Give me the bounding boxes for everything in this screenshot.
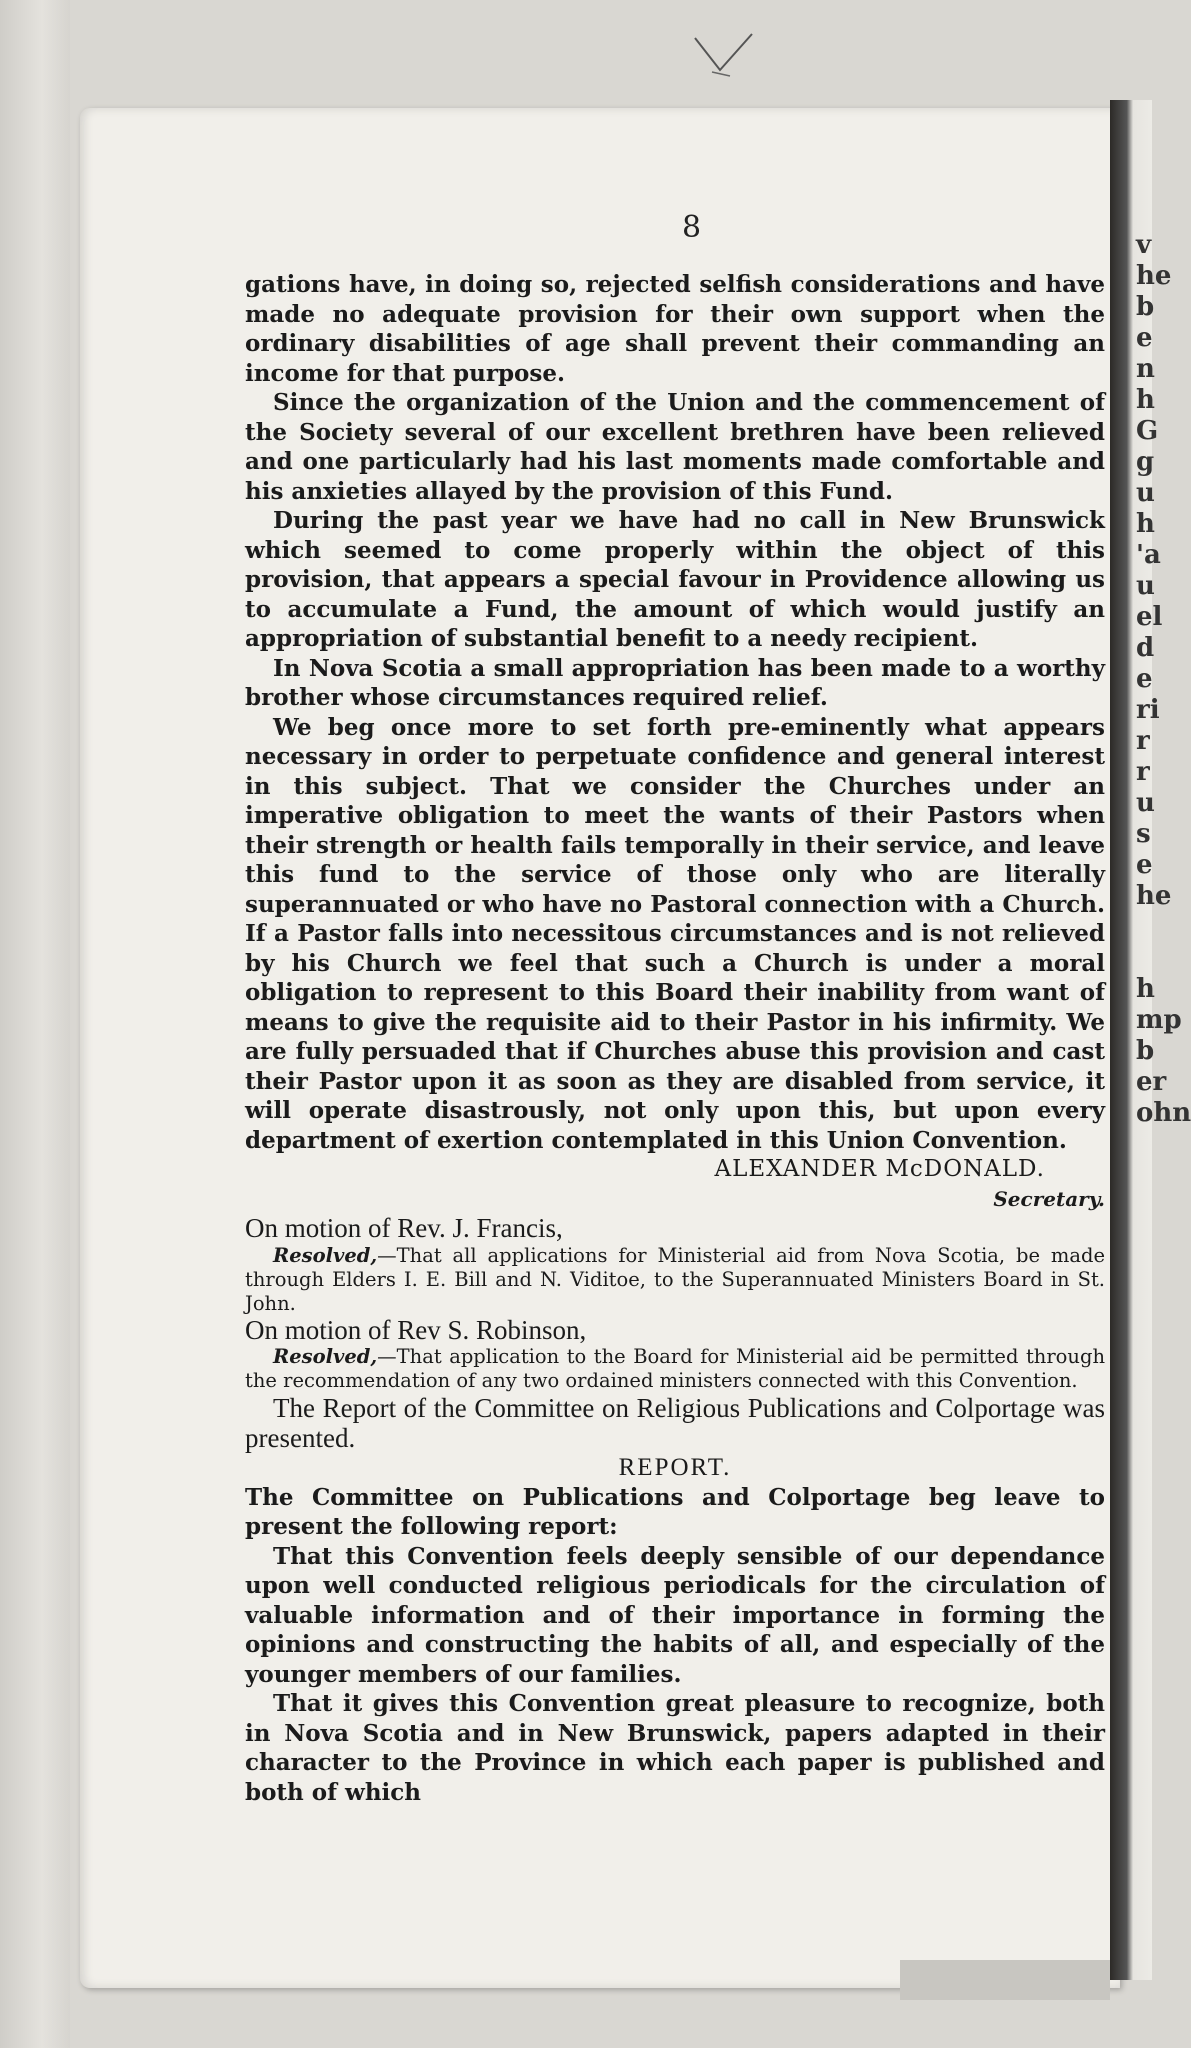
signature-name: ALEXANDER McDONALD. [714,1156,1045,1182]
report-paragraph: That this Convention feels deeply sensible of our dependance upon well conducted religious periodicals for the circulation of valuable information and of their importance in forming the opinions and constructing the habits of all, and especially of the younger members of our families. [245,1542,1105,1688]
report-paragraph: That it gives this Convention great pleasure to recognize, both in Nova Scotia and in New Brunswick, papers adapted in their character to the Province in which each paper is published and both of which [245,1690,1105,1806]
page-edge-shadow [900,1960,1110,2000]
motion-heading: On motion of Rev S. Robinson, [245,1314,587,1345]
page-body [245,270,1105,1807]
resolution-label: Resolved, [273,1345,378,1368]
binding-spine [0,0,70,2048]
resolution-text: —That application to the Board for Ministerial aid be permitted through the recommendation of any two ordained ministers connected with this Convention. [245,1345,1105,1392]
body-paragraph: During the past year we have had no call in New Brunswick which seemed to come properly within the object of this provision, that appears a special favour in Providence allowing us to accumulate a Fund, the amount of which would justify an appropriation of substantial benefit to a needy recipient. [245,507,1105,652]
body-paragraph: gations have, in doing so, rejected selfish considerations and have made no adequate provision for their own support when the ordinary disabilities of age shall prevent their commanding an income for that purpose. [245,271,1105,387]
signature-title: Secretary. [993,1186,1105,1211]
body-paragraph: We beg once more to set forth pre-eminently what appears necessary in order to perpetuate confidence and general interest in this subject. That we consider the Churches under an imperative obligation to meet the wants of their Pastors when their strength or health fails temporally in their service, and leave this fund to the service of those only who are literally superannuated or who have no Pastoral connection with a Church. If a Pastor falls into necessitous circumstances and is not relieved by his Church we feel that such a Church is under a moral obligation to represent to this Board their inability from want of means to give the requisite aid to their Pastor in his infirmity. We are fully persuaded that if Churches abuse this provision and cast their Pastor upon it as soon as they are disabled from service, it will operate disastrously, not only upon this, but upon every department of exertion contemplated in this Union Convention. [245,713,1105,1154]
motion-heading: On motion of Rev. J. Francis, [245,1213,563,1243]
report-heading: REPORT. [618,1454,732,1481]
resolution-text: —That all applications for Ministerial aid from Nova Scotia, be made through Elders I. E. Bill and N. Viditoe, to the Superannuated Ministers Board in St. John. [245,1243,1105,1315]
page-number: 8 [682,210,702,245]
adjacent-page-text-edge: v he b e n h G g u h 'a u el d e ri r r u s e he h mp b er ohn [1136,230,1191,1128]
report-intro: The Committee on Publications and Colportage beg leave to present the following report: [245,1483,1105,1540]
resolution [245,1244,1105,1316]
resolution-label: Resolved, [273,1243,378,1267]
ink-mark-icon [690,30,760,90]
body-paragraph: Since the organization of the Union and the commencement of the Society several of our excellent brethren have been relieved and one particularly had his last moments made comfortable and his anxieties allayed by the provision of this Fund. [245,389,1105,505]
body-paragraph: In Nova Scotia a small appropriation has been made to a worthy brother whose circumstances required relief. [245,654,1105,711]
resolution [245,1345,1105,1393]
committee-report-line: The Report of the Committee on Religious Publications and Colportage was presented. [245,1393,1105,1453]
